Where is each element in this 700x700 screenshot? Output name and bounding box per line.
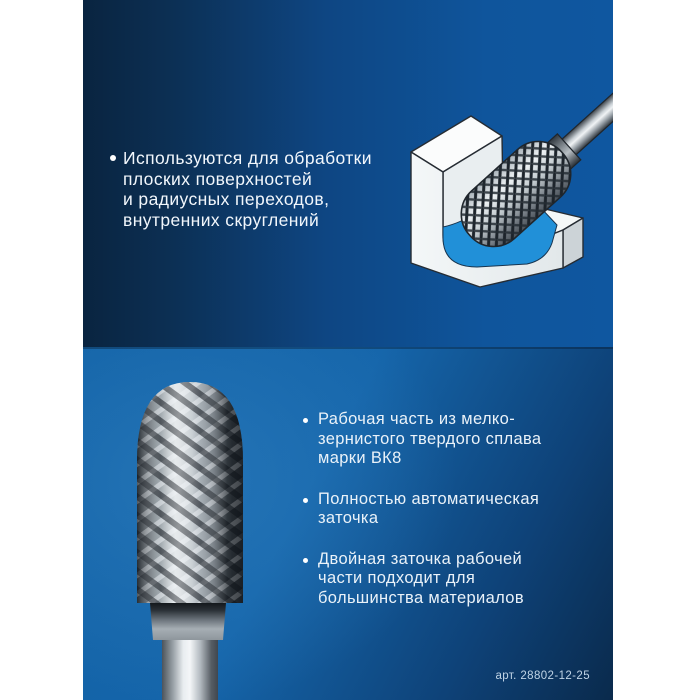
bullet-dot xyxy=(303,498,308,503)
feature-item xyxy=(303,490,541,529)
burr-head-shading xyxy=(137,382,243,603)
usage-text xyxy=(123,148,372,230)
usage-line: плоских поверхностей xyxy=(123,168,313,189)
features-list xyxy=(303,410,541,608)
burr-photo xyxy=(128,375,248,700)
burr-shank xyxy=(162,640,218,700)
blue-panel xyxy=(83,0,613,700)
feature-text xyxy=(318,490,539,529)
feature-line: заточка xyxy=(318,509,379,527)
burr-machining-illustration xyxy=(405,28,613,300)
usage-section xyxy=(83,0,613,347)
feature-item xyxy=(303,550,541,609)
bullet-dot xyxy=(303,558,308,563)
feature-text xyxy=(318,550,524,609)
burr-collar xyxy=(150,603,226,640)
usage-bullet-item xyxy=(110,148,372,230)
article-number: арт. 28802-12-25 xyxy=(495,670,590,682)
bullet-dot xyxy=(303,418,308,423)
feature-line: зернистого твердого сплава xyxy=(318,429,542,448)
feature-line: большинства материалов xyxy=(318,588,524,607)
feature-line: части подходит для xyxy=(318,569,476,587)
usage-line: Используются для обработки xyxy=(123,148,372,168)
usage-line: внутренних скруглений xyxy=(123,209,320,230)
feature-line: Рабочая часть из мелко- xyxy=(318,410,516,428)
feature-line: марки ВК8 xyxy=(318,449,402,467)
bullet-dot xyxy=(110,155,116,161)
feature-line: Полностью автоматическая xyxy=(318,489,540,508)
burr-photo-group xyxy=(137,382,243,700)
feature-text xyxy=(318,410,541,469)
feature-line: Двойная заточка рабочей xyxy=(318,549,523,568)
feature-item xyxy=(303,410,541,469)
features-section xyxy=(83,347,613,700)
usage-line: и радиусных переходов, xyxy=(123,189,330,209)
burr-shank xyxy=(561,52,613,156)
